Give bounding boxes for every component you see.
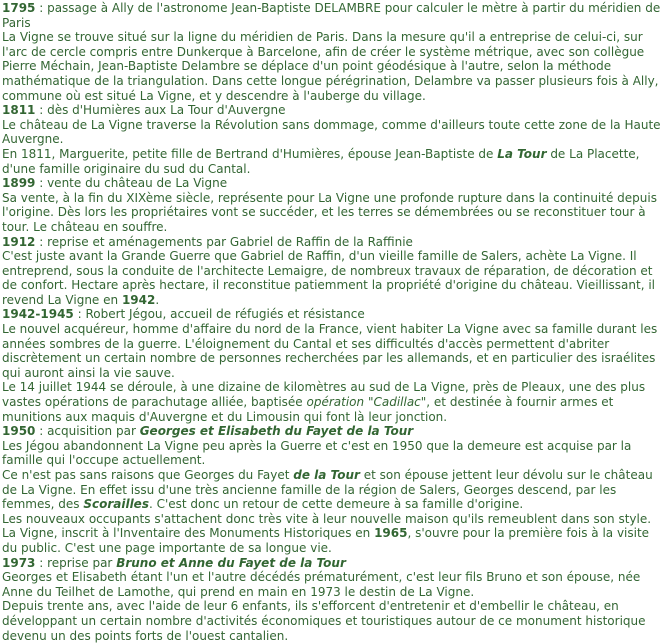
emphasis-year: 1965 <box>374 526 408 541</box>
paragraph <box>2 380 663 424</box>
paragraph: Georges et Elisabeth étant l'un et l'autre décédés prématurément, c'est leur fils Bruno et son épouse, née Anne du Teilhet de Lamothe, qui prend en main en 1973 le destin de La Vigne. <box>2 570 641 599</box>
entry-title-names: Bruno et Anne du Fayet de la Tour <box>116 555 346 570</box>
entry-title: : reprise par <box>35 555 117 570</box>
entry-title: : reprise et aménagements par Gabriel de Raffin de la Raffinie <box>35 234 413 249</box>
entry-year: 1899 <box>2 176 36 191</box>
entry-heading-1811 <box>2 103 663 118</box>
entry-year: 1973 <box>2 555 36 570</box>
entry-year: 1912 <box>2 234 36 249</box>
paragraph: Les Jégou abandonnent La Vigne peu après la Guerre et c'est en 1950 que la demeure est acquise par la famille qui l'occupe actuellement. <box>2 438 632 468</box>
paragraph-text: , et destinée à fournir armes et munitions aux maquis d'Auvergne et du Limousin qui font là leur jonction. <box>2 395 614 424</box>
paragraph <box>2 526 663 555</box>
paragraph-text: et son épouse jettent leur dévolu sur le château de La Vigne. En effet issu d'une très ancienne famille de la région de Salers, Georges descend, par les femmes, des <box>2 468 653 512</box>
paragraph-text: C'est juste avant la Grande Guerre que Gabriel de Raffin, d'un vieille famille de Salers, achète La Vigne. Il entreprend, sous la conduite de l'architecte Lemaigre, de nombreux travaux de réparation, de décoration et de confort. Hectare après hectare, il reconstitue patiemment la propriété d'origine du château. Vieillissant, il revend La Vigne en <box>2 249 656 307</box>
entry-year: 1795 <box>2 1 36 15</box>
paragraph <box>2 147 663 176</box>
entry-title: : passage à Ally de l'astronome Jean-Baptiste DELAMBRE pour calculer le mètre à partir du méridien de Paris <box>2 1 661 30</box>
paragraph-text: . <box>155 292 160 307</box>
emphasis-year: 1942 <box>121 292 156 307</box>
entry-heading-1942-1945 <box>2 307 663 322</box>
entry-title: : vente du château de La Vigne <box>35 176 228 191</box>
paragraph: Les nouveaux occupants s'attachent donc très vite à leur nouvelle maison qu'ils remeublent dans son style. <box>2 511 652 526</box>
paragraph-text: . C'est donc un retour de cette demeure à sa famille d'origine. <box>148 497 524 512</box>
entry-year: 1950 <box>2 424 36 439</box>
entry-heading-1973 <box>2 556 663 571</box>
paragraph: Le nouvel acquéreur, homme d'affaire du nord de la France, vient habiter La Vigne avec sa famille durant les années sombres de la guerre. L'éloignement du Cantal et ses difficultés d'accès permettent d'abriter discrètement un certain nombre de personnes recherchées par les allemands, et en particulier des israélites qui auront ainsi la vie sauve. <box>2 322 658 380</box>
paragraph-text: Ce n'est pas sans raisons que Georges du Fayet <box>2 468 294 482</box>
entry-title-names: Georges et Elisabeth du Fayet de la Tour <box>139 424 414 439</box>
paragraph: Le château de La Vigne traverse la Révolution sans dommage, comme d'ailleurs toute cette zone de la Haute Auvergne. <box>2 117 661 147</box>
paragraph-text: En 1811, Marguerite, petite fille de Bertrand d'Humières, épouse Jean-Baptiste de <box>2 146 498 161</box>
entry-title: : acquisition par <box>35 424 140 439</box>
emphasis-operation: opération "Cadillac" <box>306 395 427 410</box>
entry-title: : Robert Jégou, accueil de réfugiés et résistance <box>73 307 365 322</box>
entry-year: 1942-1945 <box>2 307 74 322</box>
paragraph-text: Le 14 juillet 1944 se déroule, à une dizaine de kilomètres au sud de La Vigne, près de Pleaux, une des plus vastes opérations de parachutage alliée, baptisée <box>2 380 646 410</box>
entry-year: 1811 <box>2 103 36 118</box>
paragraph-text: , s'ouvre pour la première fois à la visite du public. C'est une page importante de sa longue vie. <box>2 526 650 555</box>
emphasis-name: La Tour <box>497 146 547 161</box>
entry-heading-1950 <box>2 424 663 439</box>
emphasis-name: de la Tour <box>293 468 360 482</box>
paragraph: La Vigne se trouve situé sur la ligne du méridien de Paris. Dans la mesure qu'il a entreprise de celui-ci, sur l'arc de cercle compris entre Dunkerque à Barcelone, afin de créer le système métrique, avec son collègue Pierre Méchain, Jean-Baptiste Delambre se déplace d'un point géodésique à l'autre, selon la méthode mathématique de la triangulation. Dans cette longue pérégrination, Delambre va passer plusieurs fois à Ally, commune où est situé La Vigne, et y descendre à l'auberge du village. <box>2 30 659 103</box>
paragraph <box>2 468 663 512</box>
entry-heading-1795 <box>2 1 663 30</box>
paragraph: Sa vente, à la fin du XIXème siècle, représente pour La Vigne une profonde rupture dans la continuité depuis l'origine. Dès lors les propriétaires vont se succéder, et les terres se démembrées ou se reconstituer tour à tour. Le château en souffre. <box>2 190 657 234</box>
emphasis-name: Scorailles <box>83 497 149 512</box>
entry-heading-1899 <box>2 176 663 191</box>
entry-title: : dès d'Humières aux La Tour d'Auvergne <box>35 103 286 118</box>
paragraph-text: La Vigne, inscrit à l'Inventaire des Monuments Historiques en <box>2 526 375 541</box>
paragraph: Depuis trente ans, avec l'aide de leur 6 enfants, ils s'efforcent d'entretenir et d'embellir le château, en développant un certain nombre d'activités économiques et touristiques autour de ce monument historique devenu un des points forts de l'ouest cantalien. <box>2 599 646 643</box>
entry-heading-1912 <box>2 235 663 250</box>
paragraph <box>2 249 663 307</box>
paragraph-text: de La Placette, d'une famille originaire du sud du Cantal. <box>2 146 640 176</box>
